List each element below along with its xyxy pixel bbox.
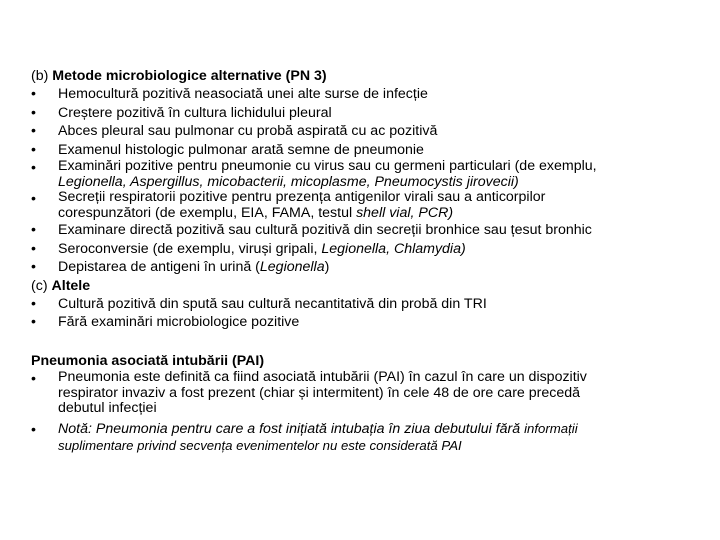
document-page (31, 67, 701, 453)
list-item-plain: corespunzători (de exemplu, EIA, FAMA, testul (58, 204, 357, 221)
section-b-heading (31, 67, 701, 85)
section-c-title: Altele (51, 277, 91, 294)
list-item (31, 295, 701, 313)
pai-heading: Pneumonia asociată intubării (PAI) (31, 352, 265, 369)
section-spacer (31, 332, 701, 352)
list-item-text: Hemocultură pozitivă neasociată unei alte surse de infecție (58, 86, 428, 103)
list-item-suffix: ) (324, 259, 330, 276)
list-item-text (58, 370, 701, 417)
list-item-plain: Seroconversie (de exemplu, viruși gripali, (58, 240, 322, 257)
list-item-text: Cultură pozitivă din spută sau cultură necantitativă din probă din TRI (58, 296, 487, 313)
list-item-line: Legionella, Aspergillus, micobacterii, micoplasme, Pneumocystis jirovecii) (58, 173, 519, 190)
list-item (31, 141, 701, 159)
list-item (31, 85, 701, 103)
list-item (31, 240, 701, 258)
list-item-text (58, 421, 701, 453)
list-item-text (58, 159, 701, 190)
list-item (31, 421, 701, 453)
bullet-icon: • (31, 141, 36, 158)
list-item-text: Examinare directă pozitivă sau cultură pozitivă din secreții bronhice sau țesut bronhic (58, 222, 592, 239)
list-item-line: debutul infecției (58, 400, 157, 417)
list-item-line (58, 206, 701, 222)
list-item-line: Secreții respiratorii pozitive pentru prezența antigenilor virali sau a anticorpilor (58, 189, 546, 206)
list-item-italic: Notă: Pneumonia pentru care a fost inițiată intubația în ziua debutului fără (58, 421, 525, 438)
bullet-icon: • (31, 160, 36, 177)
bullet-icon: • (31, 104, 36, 121)
list-item-line: Pneumonia este definită ca fiind asociată intubării (PAI) în cazul în care un dispozitiv (58, 369, 587, 386)
bullet-icon: • (31, 222, 36, 239)
list-item (31, 370, 701, 417)
section-b-prefix: (b) (31, 68, 53, 84)
list-item-line (58, 421, 701, 438)
bullet-icon: • (31, 86, 36, 103)
list-item (31, 190, 701, 221)
list-item (31, 258, 701, 276)
section-b-title: Metode microbiologice alternative (PN 3) (52, 68, 327, 84)
bullet-icon: • (31, 191, 36, 208)
list-item-italic: Legionella (259, 259, 325, 276)
list-item (31, 221, 701, 239)
list-item-italic: Legionella, Chlamydia) (321, 240, 466, 257)
section-c-heading (31, 277, 701, 295)
list-item (31, 122, 701, 140)
bullet-icon: • (31, 240, 36, 257)
list-item-text: Abces pleural sau pulmonar cu probă aspirată cu ac pozitivă (58, 123, 438, 140)
bullet-icon: • (31, 259, 36, 276)
bullet-icon: • (31, 371, 36, 388)
bullet-icon: • (31, 314, 36, 331)
list-item-italic-small: informații (524, 421, 578, 437)
list-item-plain: Depistarea de antigeni în urină ( (58, 259, 260, 276)
bullet-icon: • (31, 123, 36, 140)
list-item-italic: shell vial, PCR) (356, 204, 454, 221)
list-item-line: Examinări pozitive pentru pneumonie cu virus sau cu germeni particulari (de exemplu, (58, 158, 597, 175)
list-item-text: Examenul histologic pulmonar arată semne de pneumonie (58, 141, 424, 158)
list-item-line: suplimentare privind secvența evenimentelor nu este considerată PAI (58, 437, 462, 453)
list-item (31, 159, 701, 190)
bullet-icon: • (31, 296, 36, 313)
list-item-text: Creștere pozitivă în cultura lichidului pleural (58, 104, 332, 121)
list-item (31, 313, 701, 331)
list-item-line: respirator invaziv a fost prezent (chiar și intermitent) în cele 48 de ore care precedă (58, 384, 581, 401)
list-item-text (58, 240, 701, 258)
bullet-icon: • (31, 422, 36, 439)
list-item-text (58, 258, 701, 276)
list-item (31, 104, 701, 122)
list-item-text (58, 190, 701, 221)
section-c-prefix: (c) (31, 277, 52, 294)
list-item-text: Fără examinări microbiologice pozitive (58, 314, 300, 331)
